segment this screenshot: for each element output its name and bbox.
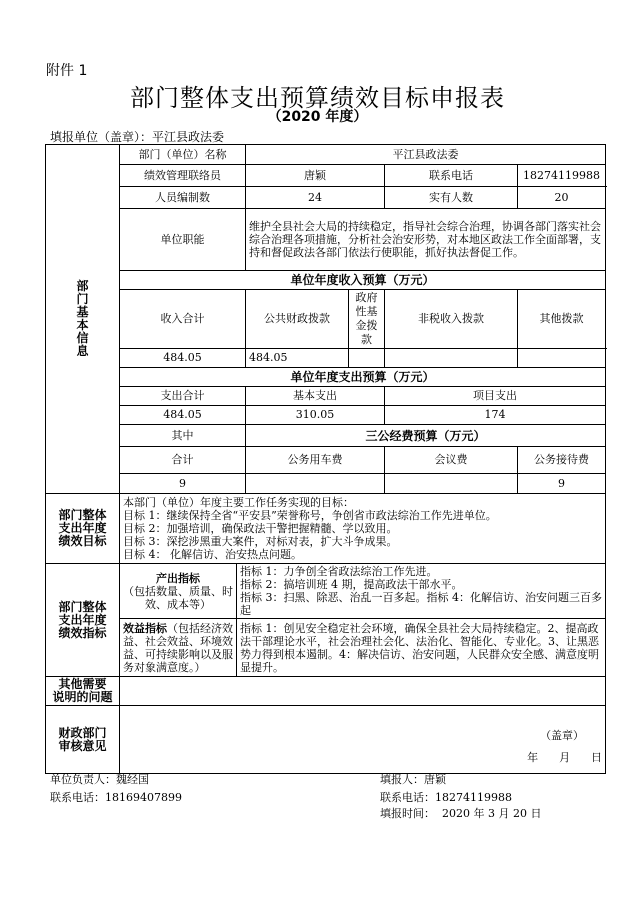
meeting-fee-label: 会议费 (385, 447, 518, 474)
filler-unit: 填报单位（盖章）：平江县政法委 (50, 130, 225, 144)
year-label: （2020 年度） (267, 109, 368, 125)
basic-expense-value: 310.05 (246, 406, 385, 425)
gov-fund-label: 政府性基金拨款 (349, 290, 385, 349)
staff-quota-value: 24 (246, 187, 385, 209)
dept-name-value: 平江县政法委 (246, 145, 606, 165)
reception-fee-label: 公务接待费 (518, 447, 606, 474)
other-issues-label: 其他需要 说明的问题 (46, 677, 120, 706)
page-title: 部门整体支出预算绩效目标申报表 (130, 84, 505, 112)
unit-leader: 单位负责人：魏经国 (50, 773, 149, 786)
non-tax-value (385, 349, 518, 368)
non-tax-label: 非税收入拨款 (385, 290, 518, 349)
car-fee-value (246, 474, 385, 494)
gov-fund-value (349, 349, 385, 368)
car-fee-label: 公务用车费 (246, 447, 385, 474)
sum-label: 合计 (120, 447, 246, 474)
project-expense-label: 项目支出 (385, 387, 606, 406)
income-total-value: 484.05 (120, 349, 246, 368)
benefit-indicator-label: 效益指标（包括经济效益、社会效益、环境效益、可持续影响以及服务对象满意度。） (120, 619, 237, 677)
basic-expense-label: 基本支出 (246, 387, 385, 406)
review-label: 财政部门 审核意见 (46, 706, 120, 774)
contact-person-label: 绩效管理联络员 (120, 165, 246, 187)
basic-info-section-label: 部 门 基 本 信 息 (46, 145, 120, 494)
phone-value: 18274119988 (518, 165, 606, 187)
benefit-indicator-text: 指标 1：创见安全稳定社会环境，确保全县社会大局持续稳定。2、提高政法干部理论水平，社会治理社会化、法治化、智能化、专业化。3、让黑恶势力得到根本遏制。4：解决信访、治安问题，人民群众安全感、满意度明显提升。 (237, 619, 606, 677)
three-public-title: 三公经费预算（万元） (246, 425, 606, 447)
sum-value: 9 (120, 474, 246, 494)
stamp-note: （盖章） (540, 728, 585, 742)
goals-section-label: 部门整体 支出年度 绩效目标 (46, 494, 120, 564)
dept-name-label: 部门（单位）名称 (120, 145, 246, 165)
other-issues-value (120, 677, 606, 706)
other-funds-label: 其他拨款 (518, 290, 606, 349)
budget-form-table (45, 144, 606, 774)
meeting-fee-value (385, 474, 518, 494)
duty-value: 维护全县社会大局的持续稳定，指导社会综合治理，协调各部门落实社会综合治理各项措施，分析社会治安形势，对本地区政法工作全面部署，支持和督促政法各部门依法行使职能，抓好执法督促工作。 (246, 209, 606, 271)
goals-text: 本部门（单位）年度主要工作任务实现的目标： 目标 1：继续保持全省“平安县”荣誉称号，争创省市政法综治工作先进单位。 目标 2：加强培训，确保政法干警把握精髓、学以致用。 目标 3：深挖涉黑重大案件，对标对表，扩大斗争成果。 目标 4： 化解信访、治安热点问题。 (120, 494, 606, 564)
income-total-label: 收入合计 (120, 290, 246, 349)
income-section-title: 单位年度收入预算（万元） (120, 271, 606, 290)
filler-phone: 联系电话：18274119988 (380, 791, 512, 804)
public-fiscal-value: 484.05 (246, 349, 349, 368)
output-indicator-label: 产出指标 （包括数量、质量、时效、成本等） (120, 564, 237, 619)
duty-label: 单位职能 (120, 209, 246, 271)
contact-person-value: 唐颖 (246, 165, 385, 187)
expense-section-title: 单位年度支出预算（万元） (120, 368, 606, 387)
filler-name: 填报人：唐颖 (380, 773, 446, 786)
fill-time: 填报时间： 2020 年 3 月 20 日 (380, 807, 542, 820)
expense-total-label: 支出合计 (120, 387, 246, 406)
phone-label: 联系电话 (385, 165, 518, 187)
indicators-section-label: 部门整体 支出年度 绩效指标 (46, 564, 120, 677)
review-date: 年 月 日 (527, 750, 603, 764)
unit-leader-phone: 联系电话：18169407899 (50, 791, 182, 804)
reception-fee-value: 9 (518, 474, 606, 494)
staff-quota-label: 人员编制数 (120, 187, 246, 209)
attachment-label: 附件 1 (46, 63, 88, 79)
actual-staff-label: 实有人数 (385, 187, 518, 209)
among-label: 其中 (120, 425, 246, 447)
review-opinion-cell (120, 706, 606, 774)
project-expense-value: 174 (385, 406, 606, 425)
expense-total-value: 484.05 (120, 406, 246, 425)
other-funds-value (518, 349, 606, 368)
public-fiscal-label: 公共财政拨款 (246, 290, 349, 349)
output-indicator-text: 指标 1：力争创全省政法综治工作先进。 指标 2：搞培训班 4 期，提高政法干部水平。 指标 3：扫黑、除恶、治乱一百多起。指标 4：化解信访、治安问题三百多起 (237, 564, 606, 619)
actual-staff-value: 20 (518, 187, 606, 209)
